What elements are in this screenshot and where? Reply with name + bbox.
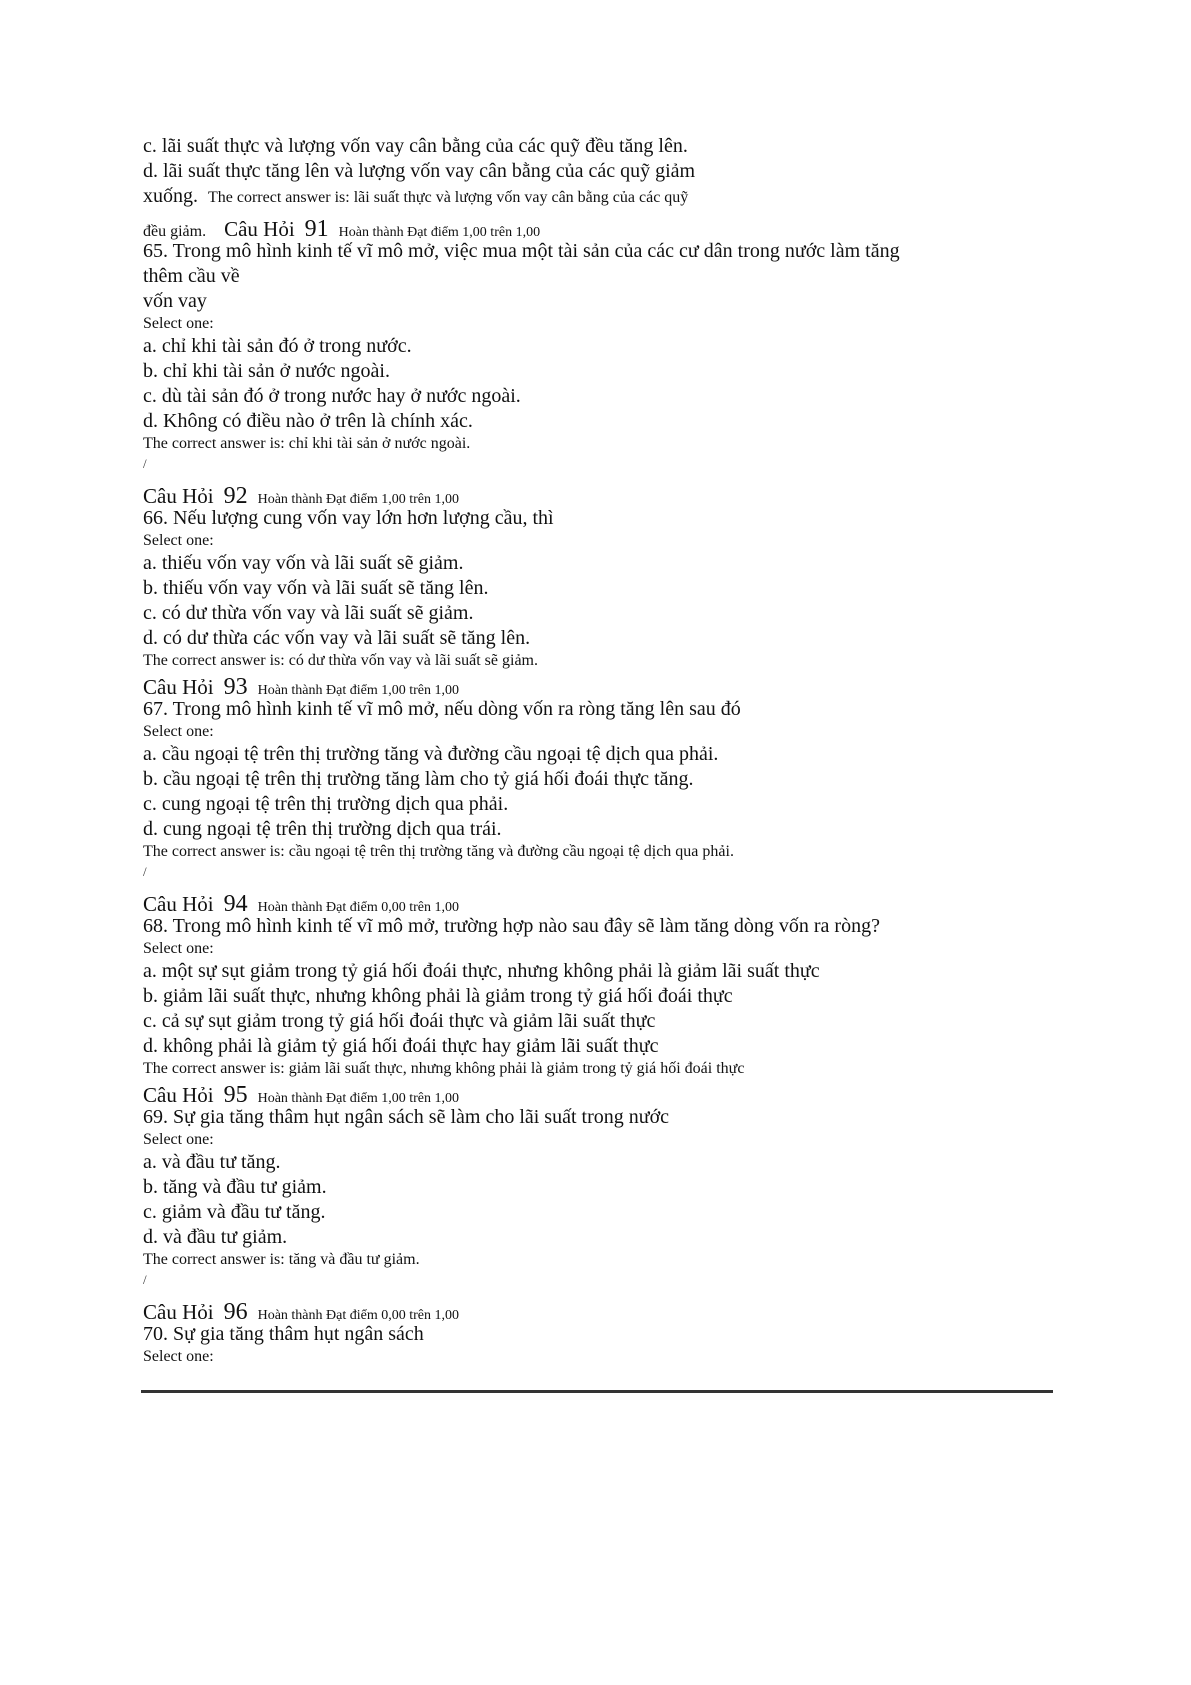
question-prompt: 69. Sự gia tăng thâm hụt ngân sách sẽ làm cho lãi suất trong nước bbox=[143, 1106, 670, 1128]
question-header bbox=[143, 674, 1063, 699]
question-prompt: 67. Trong mô hình kinh tế vĩ mô mở, nếu dòng vốn ra ròng tăng lên sau đó bbox=[143, 698, 741, 720]
question-status: Hoàn thành Đạt điểm 0,00 trên 1,00 bbox=[257, 900, 459, 915]
question-label: Câu Hỏi bbox=[143, 484, 214, 508]
correct-answer: The correct answer is: có dư thừa vốn vay và lãi suất sẽ giảm. bbox=[143, 652, 538, 669]
question-prompt: thêm cầu về bbox=[143, 265, 240, 287]
question-label: Câu Hỏi bbox=[143, 1300, 214, 1324]
question-prompt: 68. Trong mô hình kinh tế vĩ mô mở, trường hợp nào sau đây sẽ làm tăng dòng vốn ra ròng? bbox=[143, 915, 880, 937]
question-label: Câu Hỏi bbox=[143, 892, 214, 916]
select-one-label: Select one: bbox=[143, 723, 214, 740]
question-number: 91 bbox=[304, 216, 329, 242]
question-header bbox=[143, 483, 1063, 508]
continuation-tail: đều giảm. bbox=[143, 223, 207, 240]
question-header bbox=[143, 216, 1063, 241]
option-a: a. thiếu vốn vay vốn và lãi suất sẽ giảm. bbox=[143, 552, 464, 574]
option-c: c. có dư thừa vốn vay và lãi suất sẽ giảm. bbox=[143, 602, 474, 624]
question-number: 93 bbox=[223, 674, 248, 700]
question-number: 95 bbox=[223, 1082, 248, 1108]
option-b: b. tăng và đầu tư giảm. bbox=[143, 1176, 327, 1198]
question-prompt: 65. Trong mô hình kinh tế vĩ mô mở, việc mua một tài sản của các cư dân trong nước làm tăng bbox=[143, 240, 900, 262]
option-b: b. thiếu vốn vay vốn và lãi suất sẽ tăng lên. bbox=[143, 577, 489, 599]
question-label: Câu Hỏi bbox=[143, 1083, 214, 1107]
option-c: c. cung ngoại tệ trên thị trường dịch qua phải. bbox=[143, 793, 509, 815]
select-one-label: Select one: bbox=[143, 315, 214, 332]
option-c: c. cả sự sụt giảm trong tỷ giá hối đoái thực và giảm lãi suất thực bbox=[143, 1010, 656, 1032]
question-prompt: vốn vay bbox=[143, 290, 207, 312]
question-header bbox=[143, 1082, 1063, 1107]
continuation-line bbox=[143, 186, 1063, 216]
select-one-label: Select one: bbox=[143, 940, 214, 957]
option-b: b. giảm lãi suất thực, nhưng không phải là giảm trong tỷ giá hối đoái thực bbox=[143, 985, 733, 1007]
question-number: 94 bbox=[223, 891, 248, 917]
option-d: d. và đầu tư giảm. bbox=[143, 1226, 288, 1248]
question-number: 96 bbox=[223, 1299, 248, 1325]
question-number: 92 bbox=[223, 483, 248, 509]
question-header bbox=[143, 1299, 1063, 1324]
select-one-label: Select one: bbox=[143, 1348, 214, 1365]
question-label: Câu Hỏi bbox=[224, 217, 295, 241]
option-a: a. và đầu tư tăng. bbox=[143, 1151, 281, 1173]
option-line: d. lãi suất thực tăng lên và lượng vốn vay cân bằng của các quỹ giảm bbox=[143, 160, 696, 182]
correct-answer: The correct answer is: lãi suất thực và lượng vốn vay cân bằng của các quỹ bbox=[208, 189, 689, 206]
question-prompt: 66. Nếu lượng cung vốn vay lớn hơn lượng cầu, thì bbox=[143, 507, 554, 529]
question-status: Hoàn thành Đạt điểm 1,00 trên 1,00 bbox=[257, 492, 459, 507]
question-status: Hoàn thành Đạt điểm 1,00 trên 1,00 bbox=[338, 225, 541, 240]
quiz-content bbox=[143, 136, 1063, 1369]
question-status: Hoàn thành Đạt điểm 0,00 trên 1,00 bbox=[257, 1308, 459, 1323]
option-line: c. lãi suất thực và lượng vốn vay cân bằng của các quỹ đều tăng lên. bbox=[143, 135, 688, 157]
question-header bbox=[143, 891, 1063, 916]
separator-slash: / bbox=[143, 864, 147, 879]
correct-answer: The correct answer is: giảm lãi suất thực, nhưng không phải là giảm trong tỷ giá hối đoái thực bbox=[143, 1060, 745, 1077]
select-one-label: Select one: bbox=[143, 1131, 214, 1148]
option-a: a. một sự sụt giảm trong tỷ giá hối đoái thực, nhưng không phải là giảm lãi suất thực bbox=[143, 960, 820, 982]
question-prompt: 70. Sự gia tăng thâm hụt ngân sách bbox=[143, 1323, 424, 1345]
option-b: b. chỉ khi tài sản ở nước ngoài. bbox=[143, 360, 390, 382]
option-d: d. không phải là giảm tỷ giá hối đoái thực hay giảm lãi suất thực bbox=[143, 1035, 659, 1057]
option-d: d. có dư thừa các vốn vay và lãi suất sẽ tăng lên. bbox=[143, 627, 531, 649]
question-status: Hoàn thành Đạt điểm 1,00 trên 1,00 bbox=[257, 683, 459, 698]
continuation-text: xuống. bbox=[143, 185, 198, 207]
option-b: b. cầu ngoại tệ trên thị trường tăng làm cho tỷ giá hối đoái thực tăng. bbox=[143, 768, 694, 790]
correct-answer: The correct answer is: tăng và đầu tư giảm. bbox=[143, 1251, 420, 1268]
question-label: Câu Hỏi bbox=[143, 675, 214, 699]
option-d: d. Không có điều nào ở trên là chính xác. bbox=[143, 410, 473, 432]
select-one-label: Select one: bbox=[143, 532, 214, 549]
correct-answer: The correct answer is: chỉ khi tài sản ở nước ngoài. bbox=[143, 435, 471, 452]
separator-slash: / bbox=[143, 456, 147, 471]
bottom-rule bbox=[141, 1390, 1053, 1393]
correct-answer: The correct answer is: cầu ngoại tệ trên thị trường tăng và đường cầu ngoại tệ dịch qua phải. bbox=[143, 843, 734, 860]
option-a: a. chỉ khi tài sản đó ở trong nước. bbox=[143, 335, 412, 357]
question-status: Hoàn thành Đạt điểm 1,00 trên 1,00 bbox=[257, 1091, 459, 1106]
option-c: c. dù tài sản đó ở trong nước hay ở nước ngoài. bbox=[143, 385, 521, 407]
option-a: a. cầu ngoại tệ trên thị trường tăng và đường cầu ngoại tệ dịch qua phải. bbox=[143, 743, 719, 765]
separator-slash: / bbox=[143, 1272, 147, 1287]
option-d: d. cung ngoại tệ trên thị trường dịch qua trái. bbox=[143, 818, 502, 840]
option-c: c. giảm và đầu tư tăng. bbox=[143, 1201, 326, 1223]
